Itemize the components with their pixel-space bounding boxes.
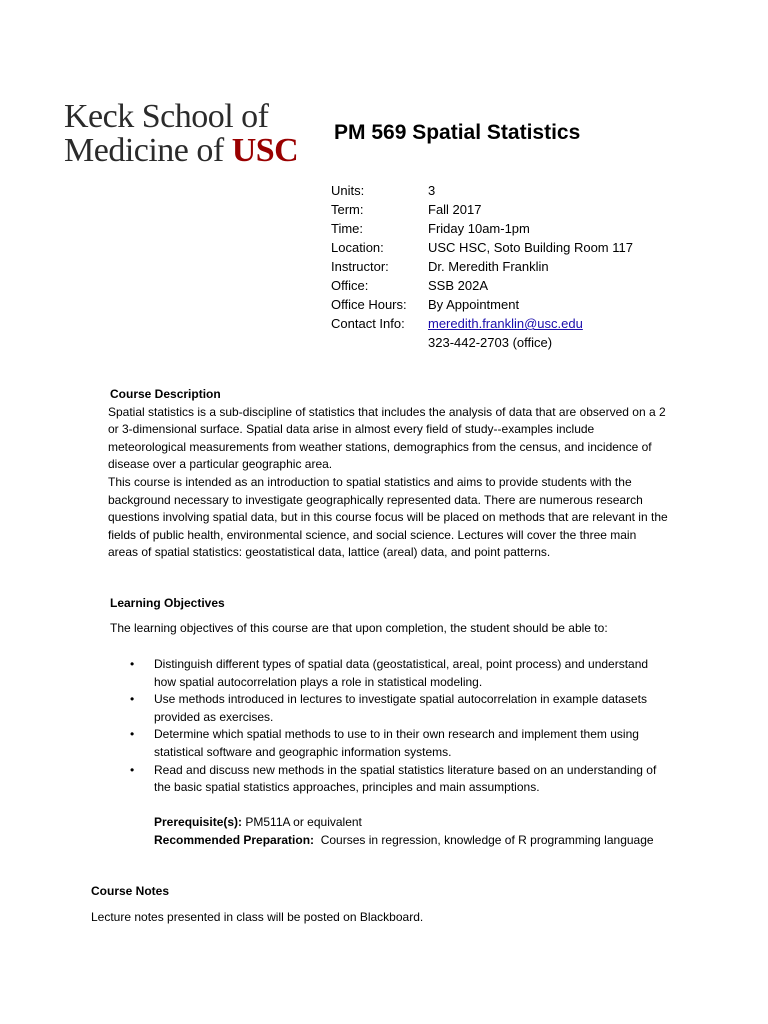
course-title: PM 569 Spatial Statistics <box>334 121 581 144</box>
email-link[interactable]: meredith.franklin@usc.edu <box>428 316 583 331</box>
course-description-section <box>108 386 668 562</box>
info-row-location: Location: USC HSC, Soto Building Room 117 <box>331 240 633 255</box>
info-row-instructor: Instructor: Dr. Meredith Franklin <box>331 259 549 274</box>
learning-objectives-list <box>130 656 670 797</box>
prerequisites-section <box>154 813 654 849</box>
course-description-para-2: This course is intended as an introduction to spatial statistics and aims to provide students with the background necessary to investigate geographically represented data. There are numerous research questions involving spatial data, but in this course focus will be placed on methods that are relevant in the fields of public health, environmental science, and social science. Lectures will cover the three main areas of spatial statistics: geostatistical data, lattice (areal) data, and point patterns. <box>108 474 668 560</box>
course-notes-heading: Course Notes <box>91 884 170 898</box>
learning-objectives-intro: The learning objectives of this course are that upon completion, the student should be able to: <box>110 621 608 635</box>
learning-objectives-heading: Learning Objectives <box>110 596 225 610</box>
prerequisite-line: Prerequisite(s): PM511A or equivalent <box>154 815 362 829</box>
info-row-phone: 323-442-2703 (office) <box>428 335 553 350</box>
info-row-contact: Contact Info: meredith.franklin@usc.edu <box>331 316 583 331</box>
logo-line-1: Keck School of <box>64 98 269 135</box>
list-item: • Determine which spatial methods to use to in their own research and implement them using statistical software and geographic information systems. <box>130 727 639 759</box>
logo-line-2: Medicine of USC <box>64 132 299 169</box>
list-item: • Use methods introduced in lectures to investigate spatial autocorrelation in example datasets provided as exercises. <box>130 692 647 724</box>
list-item: • Distinguish different types of spatial data (geostatistical, areal, point process) and understand how spatial autocorrelation plays a role in statistical modeling. <box>130 657 649 689</box>
course-description-heading: Course Description <box>110 387 221 401</box>
keck-usc-logo <box>64 100 298 168</box>
course-info-table <box>331 181 633 352</box>
recommended-preparation-line: Recommended Preparation: Courses in regression, knowledge of R programming language <box>154 833 654 847</box>
info-row-time: Time: Friday 10am-1pm <box>331 221 530 236</box>
course-description-para-1: Spatial statistics is a sub-discipline of statistics that includes the analysis of data that are observed on a 2 or 3-dimensional surface. Spatial data arise in almost every field of study--examples include meteorological measurements from weather stations, demographics from the census, and incidence of disease over a particular geographic area. <box>108 404 666 472</box>
course-notes-text: Lecture notes presented in class will be posted on Blackboard. <box>91 910 424 924</box>
info-row-office-hours: Office Hours: By Appointment <box>331 297 520 312</box>
logo-usc: USC <box>231 132 299 169</box>
info-row-units: Units: 3 <box>331 183 436 198</box>
list-item: • Read and discuss new methods in the spatial statistics literature based on an understanding of the basic spatial statistics approaches, principles and main assumptions. <box>130 762 657 795</box>
course-notes-section <box>91 882 423 926</box>
info-row-office: Office: SSB 202A <box>331 278 488 293</box>
info-row-term: Term: Fall 2017 <box>331 202 482 217</box>
